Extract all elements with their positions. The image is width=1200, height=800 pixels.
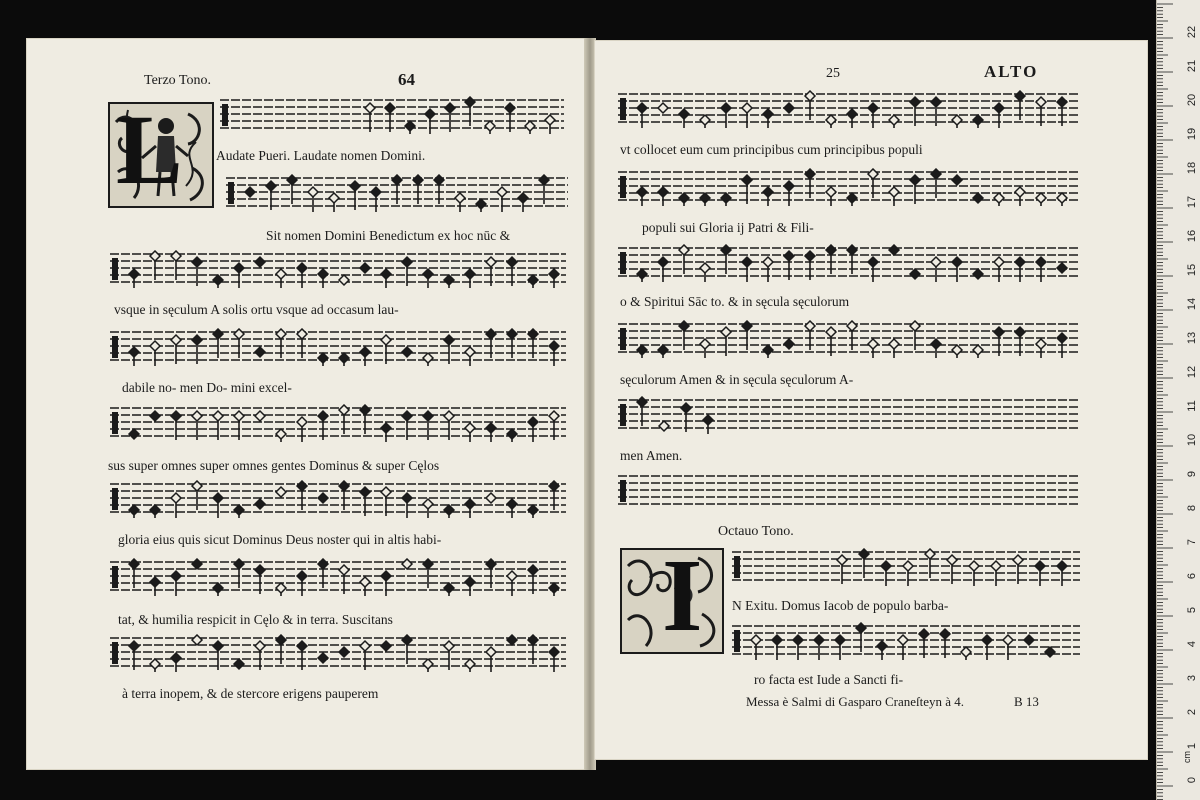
lyric-line: men Amen. <box>620 448 683 463</box>
lyric-line: ro facta est Iude a Sancti fi- <box>754 672 904 687</box>
ruler-number: 2 <box>1186 708 1198 716</box>
ruler-number: 8 <box>1186 504 1198 512</box>
music-staff <box>618 168 1080 208</box>
ruler-number: 3 <box>1186 674 1198 682</box>
ruler-number: 13 <box>1186 331 1198 345</box>
ruler-number: 16 <box>1186 229 1198 243</box>
music-staff <box>110 328 566 368</box>
page-number-right: 25 <box>826 66 840 81</box>
lyric-line: tat, & humilia respicit in Cęlo & in terra. Suscitans <box>118 612 393 627</box>
music-staff <box>110 634 566 674</box>
running-head-right: ALTO <box>984 62 1039 81</box>
decorated-initial-right <box>620 538 724 654</box>
ruler-number: 21 <box>1186 59 1198 73</box>
lyric-line: sus super omnes super omnes gentes Dominus & super Cęlos <box>108 458 440 473</box>
ruler-number: 12 <box>1186 365 1198 379</box>
music-staff <box>110 558 566 598</box>
ruler-number: 17 <box>1186 195 1198 209</box>
lyric-line: populi sui Gloria ij Patri & Fili- <box>642 220 814 235</box>
ruler-number: 19 <box>1186 127 1198 141</box>
music-staff <box>618 472 1080 512</box>
right-page <box>594 40 1148 760</box>
lyric-line: dabile no- men Do- mini excel- <box>122 380 292 395</box>
music-staff <box>110 404 566 444</box>
music-staff <box>110 480 566 520</box>
running-head-left: Terzo Tono. <box>144 73 211 88</box>
music-staff <box>220 96 564 136</box>
music-staff <box>110 250 566 290</box>
signature-mark: B 13 <box>1014 694 1039 709</box>
music-staff <box>618 396 1080 436</box>
lyric-line: Sit nomen Domini Benedictum ex hoc nūc & <box>266 228 511 243</box>
music-staff <box>618 244 1080 284</box>
ruler-number: 20 <box>1186 93 1198 107</box>
ruler-number: 0 <box>1186 776 1198 784</box>
ruler-number: 10 <box>1186 433 1198 447</box>
music-staff <box>732 622 1080 662</box>
ruler-number: 4 <box>1186 640 1198 648</box>
ruler-number: 1 <box>1186 742 1198 750</box>
ruler-number: 14 <box>1186 297 1198 311</box>
music-staff <box>732 548 1080 588</box>
lyric-line: vsque in sęculum A solis ortu vsque ad occasum lau- <box>114 302 399 317</box>
measurement-ruler <box>1156 0 1200 800</box>
initial-letter-left: L <box>116 94 183 205</box>
lyric-line: Audate Pueri. Laudate nomen Domini. <box>216 148 426 163</box>
music-staff <box>226 174 568 214</box>
lyric-line: N Exitu. Domus Iacob de populo barba- <box>732 598 949 613</box>
ruler-number: 18 <box>1186 161 1198 175</box>
ruler-number: 9 <box>1186 470 1198 478</box>
left-page <box>26 38 586 770</box>
lyric-line: gloria eius quis sicut Dominus Deus noster qui in altis habi- <box>118 532 442 547</box>
ruler-unit: cm <box>1182 751 1192 763</box>
lyric-line: à terra inopem, & de stercore erigens pauperem <box>122 686 379 701</box>
music-staff <box>618 90 1080 130</box>
section-title: Octauo Tono. <box>718 524 794 539</box>
ruler-number: 5 <box>1186 606 1198 614</box>
lyric-line: o & Spiritui Sāc to. & in sęcula sęculorum <box>620 294 850 309</box>
lyric-line: vt collocet eum cum principibus cum principibus populi <box>620 142 923 157</box>
ruler-number: 11 <box>1186 400 1198 412</box>
footer-signature: Messa è Salmi di Gasparo Craneſteyn à 4. <box>746 694 965 709</box>
initial-letter-right: I <box>662 538 703 653</box>
lyric-line: sęculorum Amen & in sęcula sęculorum A- <box>620 372 854 387</box>
ruler-number: 7 <box>1186 538 1198 546</box>
ruler-number: 15 <box>1186 263 1198 277</box>
page-number-left: 64 <box>398 70 415 89</box>
decorated-initial-left <box>108 94 214 208</box>
music-staff <box>618 320 1080 360</box>
ruler-number: 22 <box>1186 25 1198 39</box>
ruler-number: 6 <box>1186 572 1198 580</box>
